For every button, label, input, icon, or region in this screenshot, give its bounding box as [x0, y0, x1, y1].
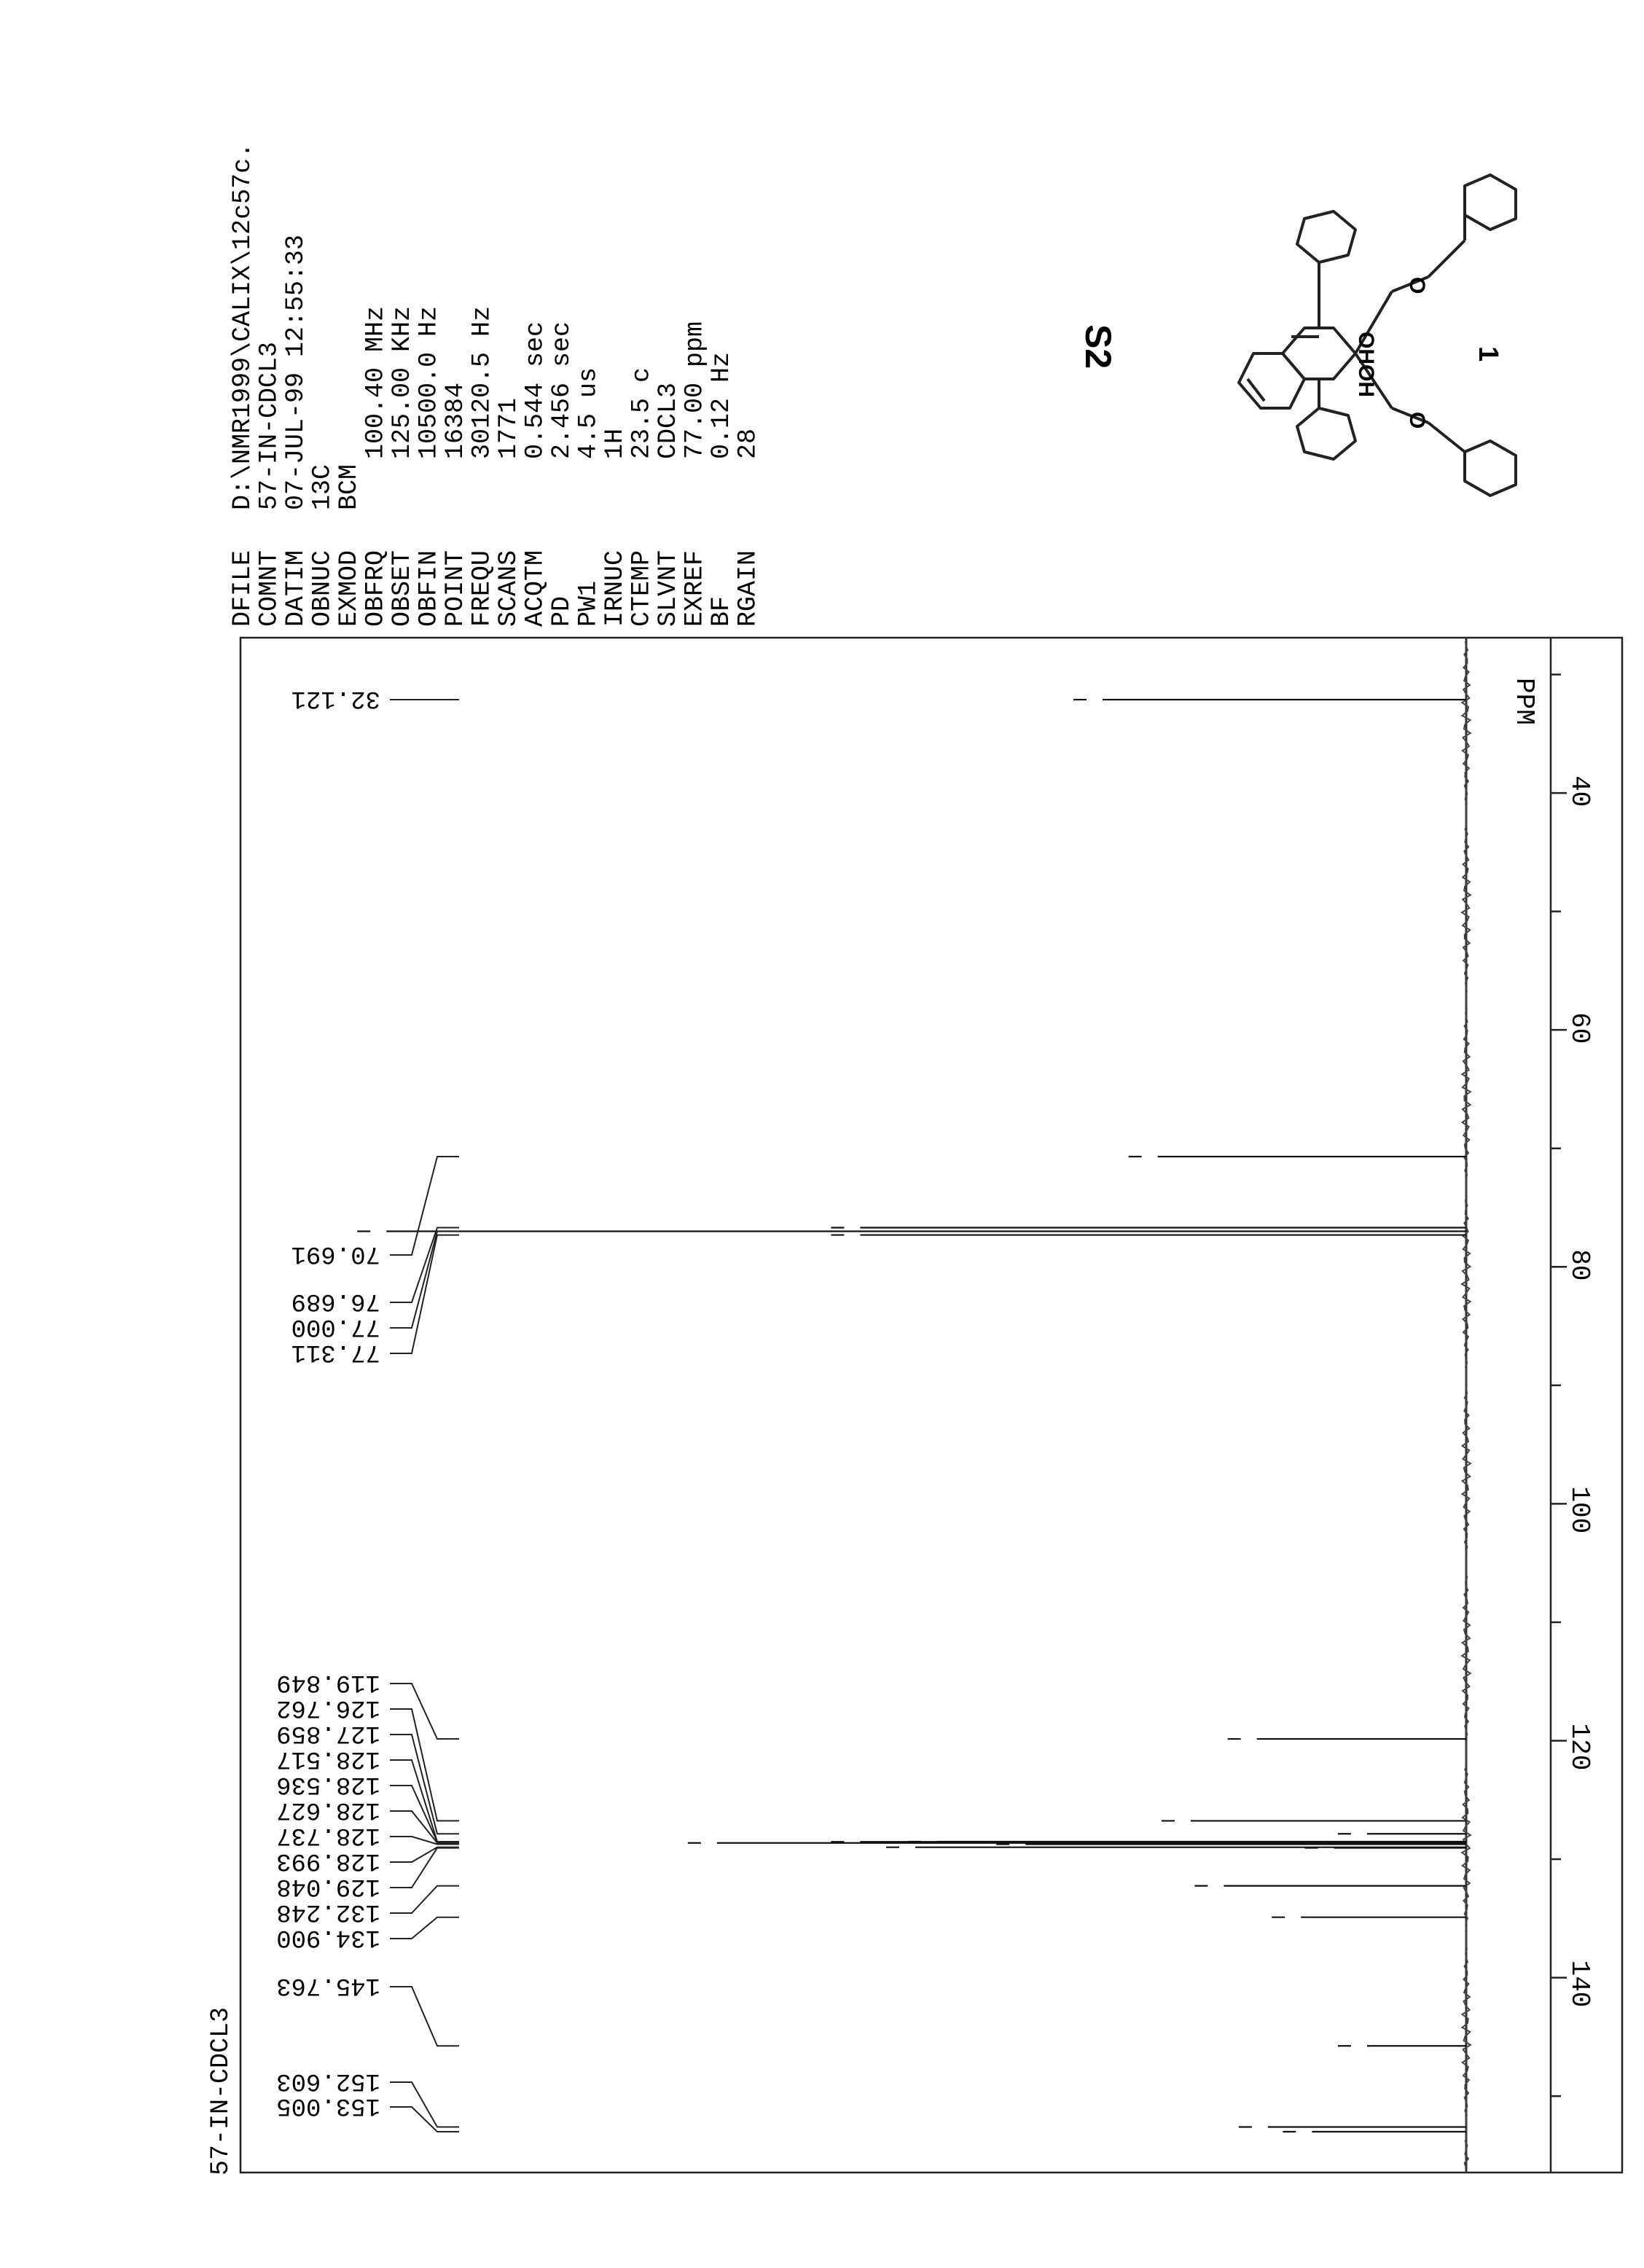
x-tick-label-140: 140	[1565, 1960, 1594, 2008]
x-axis-title: PPM	[1509, 678, 1539, 725]
param-value-comnt: 57-IN-CDCL3	[254, 341, 284, 510]
param-key-rgain: RGAIN	[733, 550, 763, 627]
param-key-exmod: EXMOD	[334, 550, 364, 627]
param-key-obfrq: OBFRQ	[361, 550, 391, 627]
leader-132.248	[390, 1886, 459, 1913]
leader-128.627	[390, 1811, 459, 1843]
param-key-obnuc: OBNUC	[308, 550, 337, 627]
structure-o-label-top: O	[1405, 277, 1429, 294]
leader-119.849	[390, 1684, 459, 1739]
param-value-acqtm: 0.544 sec	[520, 321, 550, 459]
param-key-point: POINT	[441, 550, 470, 627]
leader-145.763	[390, 1987, 459, 2046]
x-tick-label-120: 120	[1565, 1723, 1594, 1771]
param-key-irnuc: IRNUC	[600, 550, 630, 627]
leader-128.517	[390, 1760, 459, 1842]
peak-label-76.689: 76.689	[291, 1287, 380, 1315]
param-value-point: 16384	[441, 382, 470, 459]
param-value-exref: 77.00 ppm	[680, 321, 710, 459]
peak-label-70.691: 70.691	[291, 1240, 380, 1267]
leader-126.762	[390, 1709, 459, 1821]
peak-label-126.762: 126.762	[276, 1694, 380, 1721]
leader-134.900	[390, 1917, 459, 1939]
structure-oh-label: OHOH	[1354, 332, 1378, 397]
x-tick-label-100: 100	[1565, 1486, 1594, 1534]
param-value-irnuc: 1H	[600, 428, 630, 459]
peak-label-32.121: 32.121	[291, 684, 380, 712]
param-value-bf: 0.12 Hz	[707, 351, 736, 459]
compound-number: 1	[1473, 346, 1503, 362]
peak-leaders	[390, 700, 459, 2132]
param-key-slvnt: SLVNT	[654, 550, 683, 627]
param-key-obfin: OBFIN	[414, 550, 444, 627]
param-key-scans: SCANS	[494, 550, 523, 627]
peak-label-128.536: 128.536	[276, 1770, 380, 1798]
leader-77.311	[390, 1235, 459, 1353]
param-key-pd: PD	[547, 595, 576, 627]
peak-label-128.627: 128.627	[276, 1796, 380, 1823]
param-value-slvnt: CDCL3	[654, 382, 683, 459]
structure-o-label-bottom: O	[1405, 412, 1429, 429]
param-value-ctemp: 23.5 c	[627, 367, 657, 459]
param-value-obfrq: 100.40 MHz	[361, 305, 391, 459]
param-key-comnt: COMNT	[254, 550, 284, 627]
peak-label-132.248: 132.248	[276, 1898, 380, 1925]
compound-label: S2	[1078, 324, 1119, 369]
param-key-acqtm: ACQTM	[520, 550, 550, 627]
acquisition-parameters	[228, 143, 763, 627]
x-tick-label-80: 80	[1565, 1249, 1594, 1281]
peak-label-128.993: 128.993	[276, 1847, 380, 1874]
param-value-pw1: 4.5 us	[574, 367, 603, 459]
leader-70.691	[390, 1157, 459, 1255]
peak-label-127.859: 127.859	[276, 1719, 380, 1747]
param-value-datim: 07-JUL-99 12:55:33	[281, 234, 310, 510]
param-key-frequ: FREQU	[467, 550, 497, 627]
param-key-pw1: PW1	[574, 580, 603, 627]
leader-127.859	[390, 1735, 459, 1834]
sample-label: 57-IN-CDCL3	[206, 2006, 235, 2175]
leader-77.000	[390, 1232, 459, 1328]
peak-label-145.763: 145.763	[276, 1971, 380, 1999]
param-value-frequ: 30120.5 Hz	[467, 305, 497, 459]
param-value-exmod: BCM	[334, 464, 364, 510]
spectrum-frame	[240, 638, 1622, 2173]
param-key-bf: BF	[707, 595, 736, 627]
peak-label-77.000: 77.000	[291, 1313, 380, 1340]
param-value-obnuc: 13C	[308, 464, 337, 510]
leader-128.993	[390, 1847, 459, 1862]
param-key-ctemp: CTEMP	[627, 550, 657, 627]
param-value-rgain: 28	[733, 428, 763, 459]
peak-label-128.737: 128.737	[276, 1821, 380, 1849]
param-key-datim: DATIM	[281, 550, 310, 627]
param-value-dfile: D:\NMR1999\CALIX\12c57c.	[228, 142, 257, 510]
peak-label-128.517: 128.517	[276, 1745, 380, 1772]
spectrum-peaks	[357, 700, 1466, 2132]
param-key-exref: EXREF	[680, 550, 710, 627]
param-value-scans: 1771	[494, 397, 523, 459]
param-value-pd: 2.456 sec	[547, 321, 576, 459]
peak-label-129.048: 129.048	[276, 1872, 380, 1900]
x-tick-label-40: 40	[1565, 775, 1594, 808]
param-value-obfin: 10500.0 Hz	[414, 305, 444, 459]
param-key-obset: OBSET	[388, 550, 417, 627]
param-key-dfile: DFILE	[228, 550, 257, 627]
peak-label-152.603: 152.603	[276, 2067, 380, 2095]
leader-153.005	[390, 2107, 459, 2132]
peak-label-77.311: 77.311	[291, 1338, 380, 1366]
x-axis-ticks	[1551, 675, 1594, 2097]
peak-label-153.005: 153.005	[276, 2092, 380, 2119]
peak-labels	[276, 684, 380, 2119]
peak-label-134.900: 134.900	[276, 1923, 380, 1951]
x-tick-label-60: 60	[1565, 1012, 1594, 1044]
param-value-obset: 125.00 KHz	[388, 305, 417, 459]
peak-label-119.849: 119.849	[276, 1668, 380, 1696]
